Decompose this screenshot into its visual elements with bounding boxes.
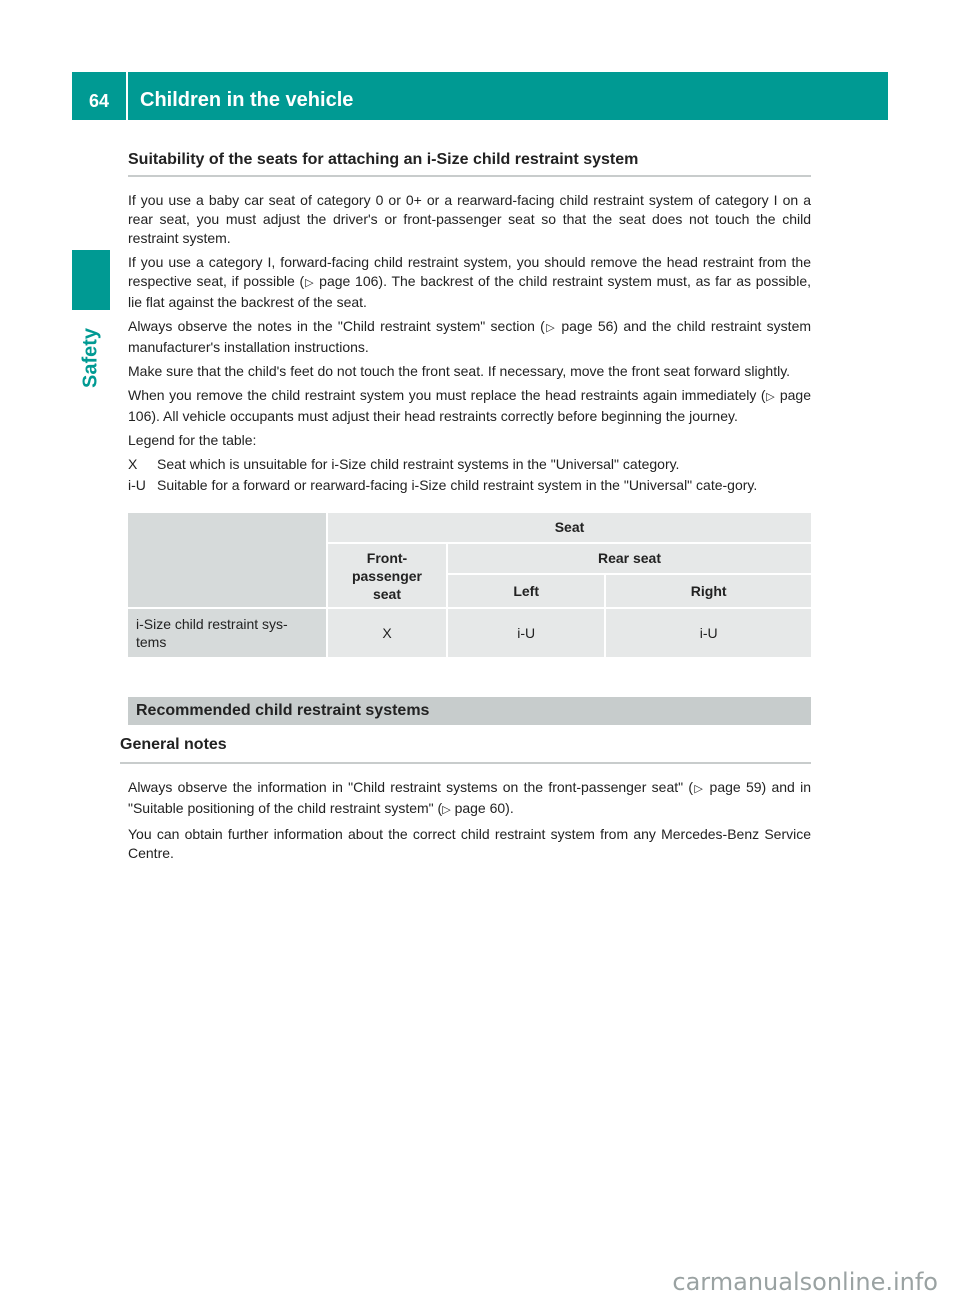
page-number: 64 (88, 91, 110, 111)
text-fragment: ). All vehicle occupants must adjust their head restraints correctly before beginning the journey. (151, 408, 738, 424)
table-row-label: i-Size child restraint sys-tems (128, 609, 328, 659)
text-fragment: If you use a category I, forward-facing child restraint system, you should remove the head restraint from the respective seat, if possible ( (128, 254, 811, 289)
page-reference-arrow-icon: ▷ (442, 804, 451, 816)
text-fragment: ) and the child restraint system manufacturer's installation instructions. (128, 318, 812, 355)
legend-text: Seat which is unsuitable for i-Size child restraint systems in the "Universal" category. (157, 456, 680, 472)
text-fragment: ). The backrest of the child restraint system must, as far as possible, lie flat against the backrest of the seat. (128, 273, 812, 310)
header-divider (126, 72, 128, 120)
page-reference-arrow-icon: ▷ (693, 783, 705, 795)
text-fragment: When you remove the child restraint system you must replace the head restraints again immediately ( (128, 387, 766, 403)
table-header-right: Right (606, 575, 811, 609)
table-cell-rear-left: i-U (448, 609, 606, 659)
page-reference-arrow-icon: ▷ (765, 391, 776, 403)
legend-text: Suitable for a forward or rearward-facing i-Size child restraint system in the "Universal" cate-gory. (157, 477, 758, 493)
legend-item (128, 455, 811, 474)
page-reference-link[interactable]: page 106 (319, 273, 379, 289)
chapter-title: Children in the vehicle (140, 89, 354, 111)
paragraph-observe-information (128, 778, 811, 820)
legend-key: i-U (128, 477, 146, 493)
text-fragment: ) and in "Suitable positioning of the child restraint system" ( (128, 779, 812, 816)
seat-suitability-table (128, 513, 811, 659)
legend-key: X (128, 456, 138, 472)
page-reference-arrow-icon: ▷ (544, 322, 557, 334)
paragraph-observe-notes (128, 317, 811, 357)
table-corner-cell (128, 513, 328, 609)
section-banner: Recommended child restraint systems (128, 697, 811, 725)
page-content (120, 150, 812, 868)
page-reference-arrow-icon: ▷ (304, 277, 315, 289)
section-heading: Suitability of the seats for attaching an i-Size child restraint system (128, 150, 811, 177)
front-passenger-label: Front-passenger seat (351, 549, 423, 602)
watermark-text: carmanualsonline.info (672, 1268, 938, 1296)
side-section-label: Safety (79, 327, 102, 389)
page-reference-link[interactable]: page 60 (454, 800, 506, 816)
text-fragment: ). (505, 800, 514, 816)
table-cell-rear-right: i-U (606, 609, 811, 659)
table-header-left: Left (448, 575, 606, 609)
sub-heading: General notes (120, 735, 811, 764)
text-fragment: Always observe the information in "Child restraint systems on the front-passenger seat" ( (128, 779, 694, 795)
paragraph-feet: Make sure that the child's feet do not touch the front seat. If necessary, move the front seat forward slightly. (128, 363, 791, 379)
legend-item (128, 476, 811, 495)
side-tab-marker (72, 250, 110, 310)
legend-intro: Legend for the table: (128, 432, 257, 448)
table-header-rear-seat: Rear seat (448, 544, 811, 575)
paragraph-forward-facing (128, 253, 811, 312)
paragraph-baby-seat: If you use a baby car seat of category 0 or 0+ or a rearward-facing child restraint system of category I on a rear seat, you must adjust the driver's or front-passenger seat so that the seat does not touch the child restraint system. (128, 192, 811, 246)
table-cell-front-passenger: X (328, 609, 448, 659)
table-header-front-passenger (328, 544, 448, 609)
table-header-seat: Seat (328, 513, 811, 544)
page-reference-link[interactable]: page 106 (128, 387, 811, 424)
page-reference-link[interactable]: page 56 (561, 318, 614, 334)
paragraph-further-information: You can obtain further information about the correct child restraint system from any Mercedes-Benz Service Centre. (128, 826, 811, 861)
page-reference-link[interactable]: page 59 (709, 779, 762, 795)
paragraph-remove-restraint (128, 386, 811, 426)
text-fragment: Always observe the notes in the "Child restraint system" section ( (128, 318, 545, 334)
